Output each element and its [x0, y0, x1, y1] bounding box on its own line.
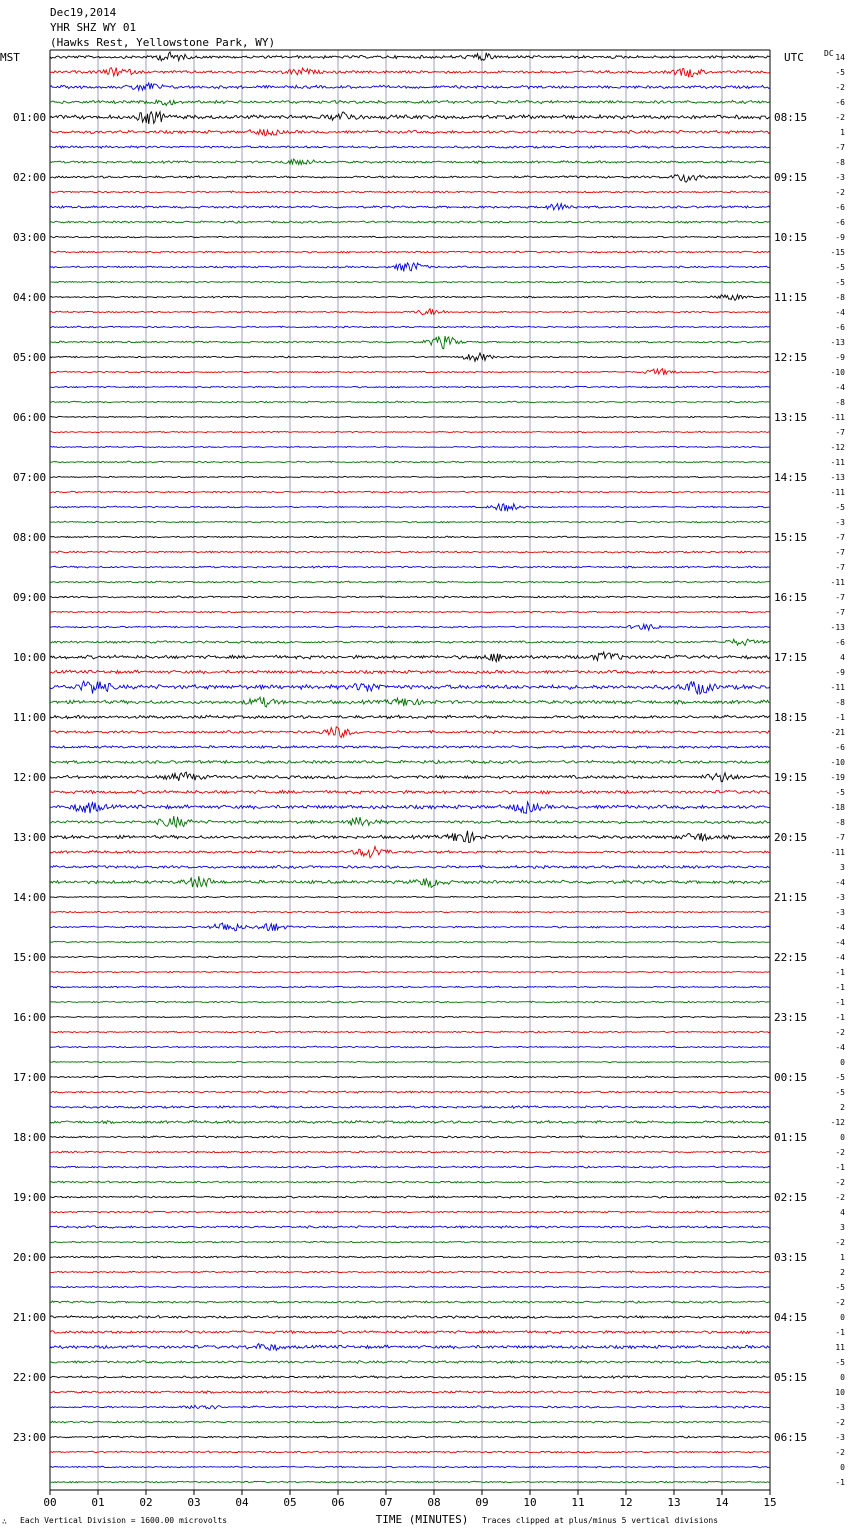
dc-offset-label: -5	[835, 1358, 845, 1367]
dc-offset-label: -1	[835, 1478, 845, 1487]
trace-row-42	[50, 681, 770, 694]
trace-row-12	[50, 236, 770, 238]
trace-row-51	[50, 816, 770, 827]
dc-offset-label: -8	[835, 818, 845, 827]
mst-hour-label: 06:00	[13, 411, 47, 424]
mst-hour-label: 17:00	[13, 1071, 47, 1084]
trace-row-63	[50, 1001, 770, 1003]
x-tick-label: 05	[283, 1496, 297, 1509]
mst-hour-label: 02:00	[13, 171, 47, 184]
utc-hour-label: 23:15	[774, 1011, 808, 1024]
trace-row-60	[50, 956, 770, 958]
dc-offset-label: 11	[835, 1343, 845, 1352]
dc-offset-label: -4	[835, 1043, 845, 1052]
utc-hour-label: 03:15	[774, 1251, 808, 1264]
trace-row-84	[50, 1316, 770, 1319]
trace-row-74	[50, 1166, 770, 1168]
trace-row-91	[50, 1421, 770, 1423]
dc-offset-label: -2	[835, 1028, 845, 1037]
dc-offset-label: -11	[830, 458, 845, 467]
trace-row-55	[50, 876, 770, 887]
trace-row-36	[50, 596, 770, 598]
trace-row-90	[50, 1405, 770, 1409]
utc-hour-label: 08:15	[774, 111, 808, 124]
dc-offset-label: -9	[835, 668, 845, 677]
trace-row-92	[50, 1436, 770, 1438]
dc-offset-label: -7	[835, 608, 845, 617]
dc-offset-label: -11	[830, 488, 845, 497]
utc-hour-label: 11:15	[774, 291, 808, 304]
trace-row-11	[50, 221, 770, 223]
dc-offset-label: -7	[835, 833, 845, 842]
trace-row-22	[50, 386, 770, 388]
header-station: YHR SHZ WY 01	[50, 21, 137, 34]
trace-row-40	[50, 652, 770, 662]
trace-row-87	[50, 1361, 770, 1364]
trace-row-83	[50, 1301, 770, 1303]
dc-offset-label: -19	[830, 773, 845, 782]
mst-hour-label: 07:00	[13, 471, 47, 484]
trace-row-7	[50, 159, 770, 165]
dc-offset-label: -6	[835, 218, 845, 227]
x-axis-title: TIME (MINUTES)	[375, 1513, 469, 1526]
x-tick-label: 08	[427, 1496, 441, 1509]
seismic-traces	[50, 52, 770, 1483]
dc-offset-label: -12	[830, 443, 845, 452]
mst-hour-label: 15:00	[13, 951, 47, 964]
dc-offset-label: 1	[840, 128, 845, 137]
mst-hour-label: 03:00	[13, 231, 47, 244]
trace-row-70	[50, 1106, 770, 1108]
utc-hour-label: 05:15	[774, 1371, 808, 1384]
dc-offset-label: -3	[835, 1403, 845, 1412]
dc-offset-label: -13	[830, 338, 845, 347]
trace-row-19	[50, 336, 770, 349]
trace-row-85	[50, 1331, 770, 1334]
left-timezone-label: MST	[0, 51, 20, 64]
x-tick-label: 00	[43, 1496, 57, 1509]
trace-row-71	[50, 1120, 770, 1123]
dc-offset-label: 0	[840, 1463, 845, 1472]
dc-offset-label: -7	[835, 428, 845, 437]
mst-hour-label: 22:00	[13, 1371, 47, 1384]
trace-row-8	[50, 175, 770, 182]
utc-hour-label: 14:15	[774, 471, 808, 484]
dc-offset-label: 0	[840, 1313, 845, 1322]
trace-row-75	[50, 1181, 770, 1183]
trace-row-69	[50, 1091, 770, 1093]
dc-offset-label: -13	[830, 623, 845, 632]
trace-row-46	[50, 746, 770, 749]
trace-row-2	[50, 83, 770, 90]
dc-offset-label: -4	[835, 878, 845, 887]
trace-row-54	[50, 865, 770, 868]
trace-row-9	[50, 191, 770, 193]
trace-row-41	[50, 670, 770, 673]
trace-row-18	[50, 326, 770, 328]
utc-hour-label: 15:15	[774, 531, 808, 544]
utc-hour-label: 20:15	[774, 831, 808, 844]
trace-row-57	[50, 911, 770, 913]
trace-row-88	[50, 1376, 770, 1378]
utc-hour-label: 10:15	[774, 231, 808, 244]
dc-offset-label: -6	[835, 203, 845, 212]
trace-row-5	[50, 129, 770, 135]
dc-offset-label: -11	[830, 578, 845, 587]
trace-row-32	[50, 536, 770, 538]
trace-row-26	[50, 446, 770, 447]
mst-hour-label: 04:00	[13, 291, 47, 304]
dc-offset-label: -11	[830, 683, 845, 692]
x-tick-label: 10	[523, 1496, 537, 1509]
dc-offset-label: -5	[835, 788, 845, 797]
utc-hour-label: 12:15	[774, 351, 808, 364]
trace-row-28	[50, 476, 770, 477]
dc-offset-label: -5	[835, 263, 845, 272]
dc-offset-label: -1	[835, 1328, 845, 1337]
dc-offset-label: 4	[840, 653, 845, 662]
right-timezone-label: UTC	[784, 51, 804, 64]
trace-row-52	[50, 831, 770, 843]
dc-offset-label: -9	[835, 353, 845, 362]
mst-hour-label: 20:00	[13, 1251, 47, 1264]
mst-hour-label: 14:00	[13, 891, 47, 904]
trace-row-86	[50, 1344, 770, 1351]
dc-offset-label: 3	[840, 863, 845, 872]
dc-offset-label: -3	[835, 908, 845, 917]
utc-hour-label: 21:15	[774, 891, 808, 904]
dc-offset-label: -6	[835, 98, 845, 107]
dc-offset-label: -9	[835, 233, 845, 242]
dc-offset-label: -2	[835, 1148, 845, 1157]
dc-offset-label: -4	[835, 383, 845, 392]
dc-offset-label: -11	[830, 848, 845, 857]
dc-offset-label: -7	[835, 548, 845, 557]
dc-offset-label: -8	[835, 293, 845, 302]
dc-offset-label: 2	[840, 1103, 845, 1112]
utc-hour-label: 09:15	[774, 171, 808, 184]
trace-row-24	[50, 416, 770, 417]
trace-row-66	[50, 1046, 770, 1048]
dc-offset-label: 14	[835, 53, 845, 62]
trace-row-67	[50, 1061, 770, 1062]
dc-offset-label: -7	[835, 563, 845, 572]
dc-offset-label: -7	[835, 143, 845, 152]
mst-hour-label: 05:00	[13, 351, 47, 364]
dc-offset-label: -2	[835, 1178, 845, 1187]
dc-offset-label: -4	[835, 953, 845, 962]
x-tick-label: 03	[187, 1496, 201, 1509]
trace-row-93	[50, 1451, 770, 1453]
utc-hour-label: 00:15	[774, 1071, 808, 1084]
dc-offset-label: -5	[835, 503, 845, 512]
dc-offset-label: -7	[835, 533, 845, 542]
mst-hour-label: 08:00	[13, 531, 47, 544]
trace-row-48	[50, 772, 770, 782]
x-tick-label: 04	[235, 1496, 249, 1509]
trace-row-53	[50, 846, 770, 857]
trace-row-17	[50, 309, 770, 315]
dc-offset-label: -8	[835, 398, 845, 407]
x-tick-label: 02	[139, 1496, 153, 1509]
x-tick-label: 01	[91, 1496, 105, 1509]
trace-row-82	[50, 1286, 770, 1288]
x-tick-label: 13	[667, 1496, 681, 1509]
dc-offset-label: -3	[835, 518, 845, 527]
trace-row-21	[50, 369, 770, 375]
dc-offset-label: -4	[835, 308, 845, 317]
dc-offset-label: -2	[835, 83, 845, 92]
clip-note: Traces clipped at plus/minus 5 vertical divisions	[482, 1516, 719, 1525]
trace-row-34	[50, 566, 770, 568]
trace-row-14	[50, 263, 770, 272]
trace-row-95	[50, 1481, 770, 1483]
trace-row-44	[50, 715, 770, 718]
dc-offset-label: -6	[835, 323, 845, 332]
dc-offset-label: -21	[830, 728, 845, 737]
x-tick-label: 14	[715, 1496, 729, 1509]
trace-row-73	[50, 1151, 770, 1153]
trace-row-64	[50, 1016, 770, 1017]
trace-row-76	[50, 1196, 770, 1198]
trace-row-29	[50, 491, 770, 493]
dc-offset-label: 1	[840, 1253, 845, 1262]
dc-offset-label: -2	[835, 188, 845, 197]
trace-row-15	[50, 281, 770, 283]
trace-row-45	[50, 727, 770, 738]
trace-row-43	[50, 697, 770, 707]
dc-offset-label: -6	[835, 638, 845, 647]
mst-hour-label: 09:00	[13, 591, 47, 604]
trace-row-68	[50, 1076, 770, 1078]
dc-offset-label: -3	[835, 893, 845, 902]
trace-row-94	[50, 1466, 770, 1468]
dc-offset-label: -10	[830, 368, 845, 377]
utc-hour-label: 13:15	[774, 411, 808, 424]
trace-row-50	[50, 802, 770, 813]
dc-offset-label: -11	[830, 413, 845, 422]
utc-hour-labels	[774, 111, 807, 1444]
trace-row-65	[50, 1031, 770, 1033]
dc-offset-label: -10	[830, 758, 845, 767]
dc-offset-label: -18	[830, 803, 845, 812]
utc-hour-label: 04:15	[774, 1311, 808, 1324]
mst-hour-label: 16:00	[13, 1011, 47, 1024]
dc-offset-label: -2	[835, 1193, 845, 1202]
utc-hour-label: 18:15	[774, 711, 808, 724]
dc-offset-label: -2	[835, 1448, 845, 1457]
trace-row-72	[50, 1136, 770, 1138]
dc-offset-label: -1	[835, 1013, 845, 1022]
dc-offset-label: -3	[835, 1433, 845, 1442]
trace-row-79	[50, 1241, 770, 1243]
dc-offset-label: 10	[835, 1388, 845, 1397]
dc-offset-label: -5	[835, 1283, 845, 1292]
dc-offset-label: -1	[835, 983, 845, 992]
trace-row-3	[50, 100, 770, 105]
trace-row-58	[50, 923, 770, 931]
mst-hour-label: 21:00	[13, 1311, 47, 1324]
dc-offset-label: 4	[840, 1208, 845, 1217]
x-tick-label: 15	[763, 1496, 777, 1509]
trace-row-31	[50, 521, 770, 523]
dc-offset-label: -1	[835, 968, 845, 977]
utc-hour-label: 02:15	[774, 1191, 808, 1204]
trace-row-80	[50, 1256, 770, 1258]
x-axis	[43, 1490, 776, 1509]
dc-offset-label: 0	[840, 1133, 845, 1142]
dc-offset-label: -4	[835, 938, 845, 947]
dc-offset-label: -1	[835, 998, 845, 1007]
dc-offset-labels	[831, 53, 846, 1487]
trace-row-61	[50, 971, 770, 972]
dc-offset-label: -2	[835, 1298, 845, 1307]
dc-offset-label: -12	[830, 1118, 845, 1127]
header-location: (Hawks Rest, Yellowstone Park, WY)	[50, 36, 276, 49]
trace-row-33	[50, 551, 770, 553]
trace-row-6	[50, 146, 770, 148]
x-tick-label: 07	[379, 1496, 393, 1509]
trace-row-35	[50, 581, 770, 583]
minute-gridlines	[50, 50, 770, 1490]
trace-row-89	[50, 1391, 770, 1394]
x-tick-label: 09	[475, 1496, 489, 1509]
dc-offset-label: -6	[835, 743, 845, 752]
mst-hour-label: 11:00	[13, 711, 47, 724]
dc-offset-label: 0	[840, 1373, 845, 1382]
dc-offset-label: -5	[835, 68, 845, 77]
trace-row-77	[50, 1211, 770, 1213]
trace-row-30	[50, 504, 770, 511]
trace-row-49	[50, 790, 770, 794]
trace-row-47	[50, 760, 770, 763]
dc-offset-label: 3	[840, 1223, 845, 1232]
dc-offset-label: -2	[835, 1238, 845, 1247]
dc-offset-label: -5	[835, 1088, 845, 1097]
division-note: Each Vertical Division = 1600.00 microvolts	[20, 1516, 228, 1525]
utc-hour-label: 22:15	[774, 951, 808, 964]
trace-row-62	[50, 986, 770, 988]
dc-offset-label: -4	[835, 923, 845, 932]
dc-offset-label: -15	[830, 248, 845, 257]
trace-row-1	[50, 68, 770, 78]
trace-row-81	[50, 1271, 770, 1273]
dc-offset-label: -2	[835, 1418, 845, 1427]
trace-row-13	[50, 251, 770, 253]
utc-hour-label: 06:15	[774, 1431, 808, 1444]
trace-row-0	[50, 52, 770, 61]
trace-row-20	[50, 353, 770, 361]
dc-offset-label: -8	[835, 698, 845, 707]
x-tick-label: 06	[331, 1496, 345, 1509]
utc-hour-label: 19:15	[774, 771, 808, 784]
trace-row-27	[50, 461, 770, 463]
dc-offset-label: -2	[835, 113, 845, 122]
trace-row-25	[50, 431, 770, 432]
dc-offset-label: -5	[835, 278, 845, 287]
mst-hour-label: 23:00	[13, 1431, 47, 1444]
mst-hour-label: 18:00	[13, 1131, 47, 1144]
mst-hour-label: 10:00	[13, 651, 47, 664]
trace-row-56	[50, 896, 770, 897]
scale-mark: ∴	[2, 1517, 7, 1526]
dc-offset-label: -7	[835, 593, 845, 602]
dc-offset-label: -3	[835, 173, 845, 182]
trace-row-38	[50, 624, 770, 630]
trace-row-10	[50, 204, 770, 210]
mst-hour-labels	[13, 111, 46, 1444]
trace-row-16	[50, 295, 770, 301]
header-date: Dec19,2014	[50, 6, 117, 19]
mst-hour-label: 12:00	[13, 771, 47, 784]
dc-offset-label: 2	[840, 1268, 845, 1277]
utc-hour-label: 01:15	[774, 1131, 808, 1144]
trace-row-78	[50, 1226, 770, 1228]
trace-row-39	[50, 639, 770, 645]
x-tick-label: 12	[619, 1496, 633, 1509]
dc-offset-label: -1	[835, 1163, 845, 1172]
mst-hour-label: 13:00	[13, 831, 47, 844]
mst-hour-label: 19:00	[13, 1191, 47, 1204]
trace-row-59	[50, 941, 770, 942]
mst-hour-label: 01:00	[13, 111, 47, 124]
trace-row-4	[50, 112, 770, 124]
utc-hour-label: 17:15	[774, 651, 808, 664]
trace-row-23	[50, 401, 770, 403]
dc-offset-label: -8	[835, 158, 845, 167]
dc-offset-label: -5	[835, 1073, 845, 1082]
dc-offset-label: 0	[840, 1058, 845, 1067]
utc-hour-label: 16:15	[774, 591, 808, 604]
trace-row-37	[50, 611, 770, 613]
dc-offset-label: -13	[830, 473, 845, 482]
dc-offset-header: DC	[824, 49, 834, 58]
x-tick-label: 11	[571, 1496, 585, 1509]
dc-offset-label: -1	[835, 713, 845, 722]
